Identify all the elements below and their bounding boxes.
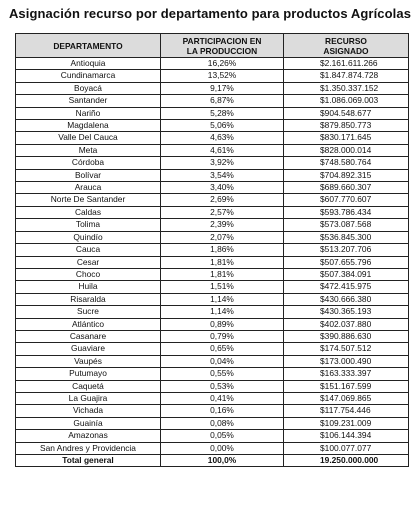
table-row	[16, 144, 409, 156]
cell-recurso: $828.000.014	[284, 144, 409, 156]
cell-departamento: Tolima	[16, 219, 161, 231]
table-row	[16, 206, 409, 218]
cell-recurso: $163.333.397	[284, 368, 409, 380]
table-row	[16, 169, 409, 181]
table-row	[16, 120, 409, 132]
cell-recurso: $513.207.706	[284, 244, 409, 256]
header-departamento: DEPARTAMENTO	[16, 34, 161, 58]
table-row	[16, 219, 409, 231]
table-row	[16, 281, 409, 293]
cell-departamento: Santander	[16, 95, 161, 107]
table-row	[16, 256, 409, 268]
cell-departamento: Caldas	[16, 206, 161, 218]
header-participacion	[161, 34, 284, 58]
cell-departamento: Amazonas	[16, 430, 161, 442]
cell-departamento: Quindío	[16, 231, 161, 243]
cell-departamento: Cauca	[16, 244, 161, 256]
cell-participacion: 3,54%	[161, 169, 284, 181]
cell-participacion: 1,51%	[161, 281, 284, 293]
cell-departamento: Bolívar	[16, 169, 161, 181]
cell-recurso: $430.365.193	[284, 306, 409, 318]
allocation-table	[15, 33, 409, 467]
cell-participacion: 1,81%	[161, 268, 284, 280]
cell-participacion: 0,00%	[161, 442, 284, 454]
cell-recurso: $536.845.300	[284, 231, 409, 243]
table-row	[16, 430, 409, 442]
cell-recurso: $689.660.307	[284, 182, 409, 194]
cell-departamento: Caquetá	[16, 380, 161, 392]
cell-recurso: $151.167.599	[284, 380, 409, 392]
header-recurso-line2: ASIGNADO	[323, 45, 369, 56]
cell-departamento: Risaralda	[16, 293, 161, 305]
table-row	[16, 244, 409, 256]
table-row	[16, 70, 409, 82]
cell-participacion: 2,57%	[161, 206, 284, 218]
table-row	[16, 182, 409, 194]
header-participacion-line1: PARTICIPACION EN	[182, 35, 262, 46]
cell-recurso: $904.548.677	[284, 107, 409, 119]
table-body	[16, 58, 409, 467]
cell-departamento: Atlántico	[16, 318, 161, 330]
cell-participacion: 1,14%	[161, 306, 284, 318]
cell-participacion: 5,06%	[161, 120, 284, 132]
table-row	[16, 442, 409, 454]
cell-recurso: $830.171.645	[284, 132, 409, 144]
total-row	[16, 455, 409, 467]
cell-recurso: $704.892.315	[284, 169, 409, 181]
cell-recurso: $430.666.380	[284, 293, 409, 305]
cell-departamento: Putumayo	[16, 368, 161, 380]
cell-recurso: $174.507.512	[284, 343, 409, 355]
cell-recurso: $1.350.337.152	[284, 82, 409, 94]
cell-participacion: 0,41%	[161, 392, 284, 404]
header-participacion-line2: LA PRODUCCION	[186, 45, 258, 56]
cell-recurso: $402.037.880	[284, 318, 409, 330]
cell-departamento: Vichada	[16, 405, 161, 417]
cell-participacion: 0,65%	[161, 343, 284, 355]
cell-participacion: 0,04%	[161, 355, 284, 367]
cell-participacion: 1,86%	[161, 244, 284, 256]
page-title: Asignación recurso por departamento para productos Agrícolas	[8, 6, 412, 21]
cell-participacion: 0,08%	[161, 417, 284, 429]
cell-participacion: 2,39%	[161, 219, 284, 231]
cell-recurso: $100.077.077	[284, 442, 409, 454]
cell-participacion: 4,61%	[161, 144, 284, 156]
cell-participacion: 0,53%	[161, 380, 284, 392]
cell-recurso: $1.847.874.728	[284, 70, 409, 82]
table-row	[16, 157, 409, 169]
cell-recurso: $2.161.611.266	[284, 58, 409, 70]
table-row	[16, 355, 409, 367]
cell-departamento: Antioquia	[16, 58, 161, 70]
cell-participacion: 2,07%	[161, 231, 284, 243]
header-recurso	[284, 34, 409, 58]
cell-departamento: Boyacá	[16, 82, 161, 94]
table-row	[16, 368, 409, 380]
table-row	[16, 95, 409, 107]
header-recurso-line1: RECURSO	[325, 35, 367, 46]
table-row	[16, 318, 409, 330]
cell-recurso: $593.786.434	[284, 206, 409, 218]
table-row	[16, 306, 409, 318]
cell-participacion: 9,17%	[161, 82, 284, 94]
table-row	[16, 132, 409, 144]
cell-departamento: La Guajira	[16, 392, 161, 404]
cell-departamento: Córdoba	[16, 157, 161, 169]
cell-participacion: 0,55%	[161, 368, 284, 380]
table-row	[16, 107, 409, 119]
cell-participacion: 6,87%	[161, 95, 284, 107]
cell-participacion: 1,81%	[161, 256, 284, 268]
table-row	[16, 392, 409, 404]
cell-departamento: Nariño	[16, 107, 161, 119]
cell-participacion: 0,16%	[161, 405, 284, 417]
cell-departamento: Vaupés	[16, 355, 161, 367]
cell-departamento: Casanare	[16, 330, 161, 342]
cell-recurso: $390.886.630	[284, 330, 409, 342]
cell-participacion: 16,26%	[161, 58, 284, 70]
cell-participacion: 0,05%	[161, 430, 284, 442]
cell-departamento: San Andres y Providencia	[16, 442, 161, 454]
cell-departamento: Meta	[16, 144, 161, 156]
cell-recurso: $573.087.568	[284, 219, 409, 231]
cell-recurso: $879.850.773	[284, 120, 409, 132]
cell-departamento: Magdalena	[16, 120, 161, 132]
cell-departamento: Arauca	[16, 182, 161, 194]
cell-participacion: 2,69%	[161, 194, 284, 206]
cell-participacion: 5,28%	[161, 107, 284, 119]
cell-participacion: 3,40%	[161, 182, 284, 194]
table-row	[16, 417, 409, 429]
cell-participacion: 1,14%	[161, 293, 284, 305]
cell-departamento: Valle Del Cauca	[16, 132, 161, 144]
cell-departamento: Cesar	[16, 256, 161, 268]
cell-recurso: $1.086.069.003	[284, 95, 409, 107]
table-row	[16, 194, 409, 206]
cell-participacion: 3,92%	[161, 157, 284, 169]
cell-recurso: $748.580.764	[284, 157, 409, 169]
cell-recurso: $106.144.394	[284, 430, 409, 442]
cell-departamento: Sucre	[16, 306, 161, 318]
cell-recurso: $147.069.865	[284, 392, 409, 404]
table-row	[16, 293, 409, 305]
cell-recurso: $607.770.607	[284, 194, 409, 206]
cell-recurso: $109.231.009	[284, 417, 409, 429]
cell-participacion: 4,63%	[161, 132, 284, 144]
table-row	[16, 58, 409, 70]
table-row	[16, 380, 409, 392]
table-row	[16, 231, 409, 243]
cell-departamento: Choco	[16, 268, 161, 280]
cell-recurso: $507.384.091	[284, 268, 409, 280]
total-label: Total general	[16, 455, 161, 467]
table-row	[16, 330, 409, 342]
table-row	[16, 82, 409, 94]
table-header-row	[16, 34, 409, 58]
table-row	[16, 343, 409, 355]
total-participacion: 100,0%	[161, 455, 284, 467]
table-row	[16, 405, 409, 417]
cell-recurso: $173.000.490	[284, 355, 409, 367]
cell-departamento: Guainía	[16, 417, 161, 429]
cell-participacion: 13,52%	[161, 70, 284, 82]
cell-recurso: $507.655.796	[284, 256, 409, 268]
total-recurso: 19.250.000.000	[284, 455, 409, 467]
table-row	[16, 268, 409, 280]
cell-departamento: Norte De Santander	[16, 194, 161, 206]
cell-departamento: Huila	[16, 281, 161, 293]
cell-recurso: $117.754.446	[284, 405, 409, 417]
cell-departamento: Cundinamarca	[16, 70, 161, 82]
cell-departamento: Guaviare	[16, 343, 161, 355]
cell-participacion: 0,79%	[161, 330, 284, 342]
cell-recurso: $472.415.975	[284, 281, 409, 293]
cell-participacion: 0,89%	[161, 318, 284, 330]
